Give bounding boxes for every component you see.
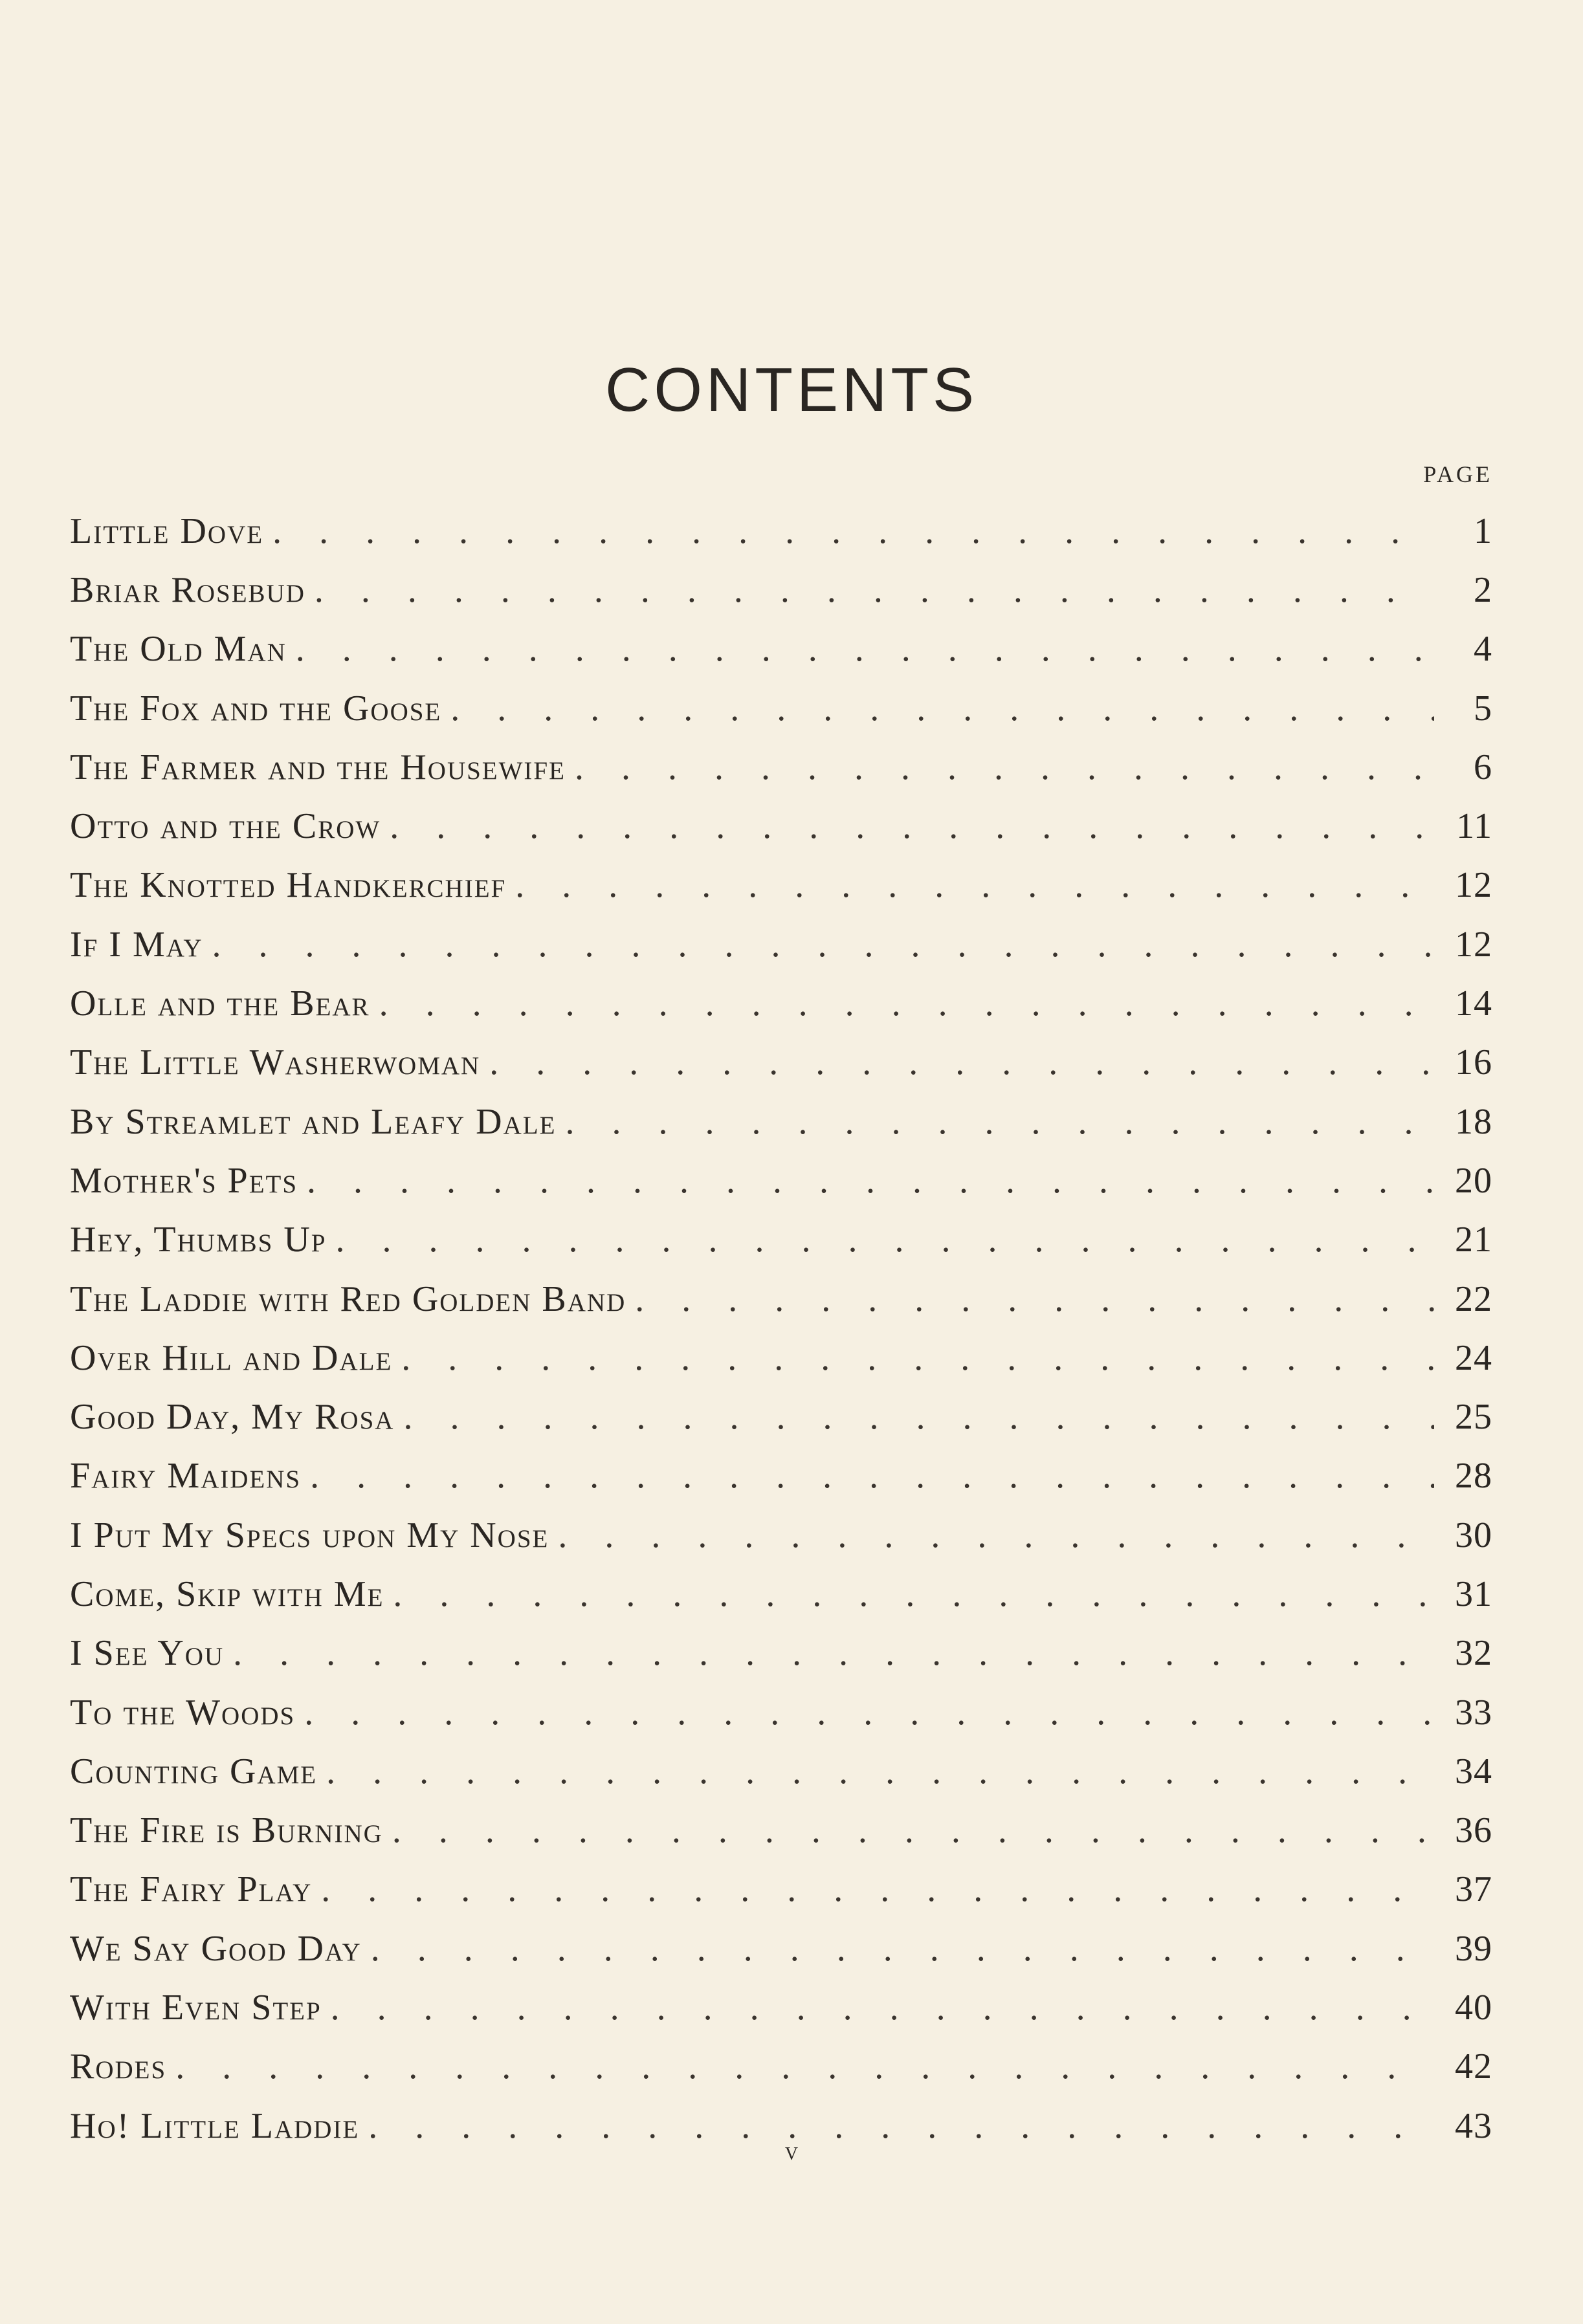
toc-entry bbox=[70, 1564, 1492, 1623]
toc-entry-page: 42 bbox=[1455, 2046, 1492, 2087]
toc-entry-title: We Say Good Day bbox=[70, 1928, 362, 1969]
toc-entry-page: 36 bbox=[1455, 1810, 1492, 1851]
toc-entry-title: Come, Skip with Me bbox=[70, 1573, 384, 1614]
dot-leader bbox=[296, 628, 1434, 670]
toc-entry-title: Briar Rosebud bbox=[70, 569, 305, 610]
toc-entry bbox=[70, 974, 1492, 1033]
toc-entry bbox=[70, 1801, 1492, 1860]
toc-entry bbox=[70, 1269, 1492, 1328]
dot-leader bbox=[450, 688, 1434, 729]
toc-entry-title: Over Hill and Dale bbox=[70, 1337, 393, 1378]
dot-leader bbox=[326, 1751, 1434, 1792]
toc-entry bbox=[70, 1447, 1492, 1506]
toc-entry-page: 6 bbox=[1474, 747, 1492, 787]
toc-entry-page: 25 bbox=[1455, 1397, 1492, 1438]
toc-entry-page: 39 bbox=[1455, 1928, 1492, 1969]
dot-leader bbox=[565, 1101, 1434, 1143]
toc-entry bbox=[70, 1624, 1492, 1683]
dot-leader bbox=[379, 983, 1434, 1024]
toc-entry-page: 1 bbox=[1474, 510, 1492, 551]
toc-entry-page: 37 bbox=[1455, 1869, 1492, 1910]
toc-entry-title: Fairy Maidens bbox=[70, 1456, 302, 1496]
toc-entry bbox=[70, 2037, 1492, 2096]
toc-entry bbox=[70, 738, 1492, 796]
toc-entry-title: The Old Man bbox=[70, 629, 287, 670]
toc-entry-title: To the Woods bbox=[70, 1692, 296, 1733]
toc-entry-page: 4 bbox=[1474, 629, 1492, 670]
toc-entry-page: 20 bbox=[1455, 1160, 1492, 1201]
dot-leader bbox=[558, 1515, 1434, 1556]
dot-leader bbox=[310, 1455, 1434, 1496]
toc-entry bbox=[70, 1151, 1492, 1210]
dot-leader bbox=[175, 2046, 1434, 2087]
toc-entry bbox=[70, 1328, 1492, 1387]
toc-entry-title: If I May bbox=[70, 924, 203, 965]
toc-entry bbox=[70, 1506, 1492, 1564]
toc-entry-title: By Streamlet and Leafy Dale bbox=[70, 1101, 557, 1142]
toc-entry bbox=[70, 1211, 1492, 1269]
dot-leader bbox=[392, 1810, 1434, 1851]
toc-entry-title: Little Dove bbox=[70, 510, 264, 551]
toc-entry-page: 43 bbox=[1455, 2105, 1492, 2146]
toc-entry-title: Otto and the Crow bbox=[70, 806, 381, 847]
toc-entry-page: 34 bbox=[1455, 1751, 1492, 1792]
dot-leader bbox=[335, 1219, 1434, 1260]
toc-entry-title: I Put My Specs upon My Nose bbox=[70, 1515, 549, 1555]
toc-entry-page: 31 bbox=[1455, 1573, 1492, 1614]
toc-entry bbox=[70, 679, 1492, 738]
dot-leader bbox=[390, 806, 1434, 847]
toc-entry bbox=[70, 796, 1492, 855]
toc-entry-page: 33 bbox=[1455, 1692, 1492, 1733]
dot-leader bbox=[401, 1337, 1434, 1379]
toc-entry bbox=[70, 1742, 1492, 1801]
toc-entry-title: Hey, Thumbs Up bbox=[70, 1220, 327, 1260]
toc-entry bbox=[70, 1978, 1492, 2037]
dot-leader bbox=[315, 569, 1434, 611]
dot-leader bbox=[393, 1573, 1434, 1615]
toc-entry-title: Olle and the Bear bbox=[70, 983, 370, 1024]
dot-leader bbox=[489, 1042, 1434, 1083]
toc-entry bbox=[70, 560, 1492, 619]
dot-leader bbox=[371, 1928, 1434, 1969]
dot-leader bbox=[272, 510, 1434, 552]
toc-entry-title: The Laddie with Red Golden Band bbox=[70, 1278, 626, 1319]
toc-entry-title: The Fire is Burning bbox=[70, 1810, 383, 1851]
toc-entry-page: 30 bbox=[1455, 1515, 1492, 1555]
toc-entry-page: 28 bbox=[1455, 1456, 1492, 1496]
dot-leader bbox=[233, 1632, 1434, 1674]
toc-entry bbox=[70, 1387, 1492, 1446]
page-column-label: PAGE bbox=[1423, 461, 1492, 487]
toc-entry bbox=[70, 1860, 1492, 1919]
toc-entry-page: 21 bbox=[1455, 1220, 1492, 1260]
toc-entry-page: 16 bbox=[1455, 1042, 1492, 1083]
dot-leader bbox=[212, 924, 1434, 965]
toc-entry-title: The Fox and the Goose bbox=[70, 688, 442, 729]
dot-leader bbox=[331, 1987, 1434, 2028]
toc-entry-page: 5 bbox=[1474, 688, 1492, 729]
page-title: CONTENTS bbox=[605, 355, 978, 424]
dot-leader bbox=[635, 1278, 1434, 1320]
toc-entry-page: 40 bbox=[1455, 1988, 1492, 2028]
toc-entry-title: Rodes bbox=[70, 2046, 167, 2087]
table-of-contents bbox=[70, 501, 1492, 2155]
toc-entry-page: 2 bbox=[1474, 569, 1492, 610]
toc-entry bbox=[70, 915, 1492, 974]
toc-entry bbox=[70, 1919, 1492, 1978]
toc-entry bbox=[70, 1683, 1492, 1742]
toc-entry-page: 12 bbox=[1455, 865, 1492, 906]
toc-entry-title: The Farmer and the Housewife bbox=[70, 747, 566, 787]
toc-entry bbox=[70, 501, 1492, 560]
toc-entry bbox=[70, 1033, 1492, 1092]
dot-leader bbox=[403, 1396, 1434, 1438]
toc-entry-title: Good Day, My Rosa bbox=[70, 1397, 395, 1438]
toc-entry-page: 22 bbox=[1455, 1278, 1492, 1319]
toc-entry-title: With Even Step bbox=[70, 1988, 322, 2028]
page-folio: v bbox=[784, 2136, 799, 2165]
toc-entry-page: 14 bbox=[1455, 983, 1492, 1024]
toc-entry-title: The Knotted Handkerchief bbox=[70, 865, 507, 906]
toc-entry-page: 24 bbox=[1455, 1337, 1492, 1378]
toc-entry bbox=[70, 1092, 1492, 1151]
toc-entry-title: Ho! Little Laddie bbox=[70, 2105, 360, 2146]
dot-leader bbox=[515, 864, 1434, 906]
toc-entry-page: 11 bbox=[1456, 806, 1492, 847]
toc-entry bbox=[70, 856, 1492, 915]
dot-leader bbox=[307, 1160, 1434, 1201]
toc-entry-page: 32 bbox=[1455, 1633, 1492, 1674]
toc-entry bbox=[70, 620, 1492, 679]
toc-entry-title: The Little Washerwoman bbox=[70, 1042, 481, 1083]
toc-entry-title: The Fairy Play bbox=[70, 1869, 313, 1910]
toc-entry-page: 18 bbox=[1455, 1101, 1492, 1142]
dot-leader bbox=[321, 1869, 1434, 1910]
toc-entry-title: I See You bbox=[70, 1633, 225, 1674]
toc-entry-title: Mother's Pets bbox=[70, 1160, 298, 1201]
dot-leader bbox=[575, 747, 1434, 788]
dot-leader bbox=[304, 1692, 1434, 1733]
toc-entry-page: 12 bbox=[1455, 924, 1492, 965]
toc-entry-title: Counting Game bbox=[70, 1751, 318, 1792]
